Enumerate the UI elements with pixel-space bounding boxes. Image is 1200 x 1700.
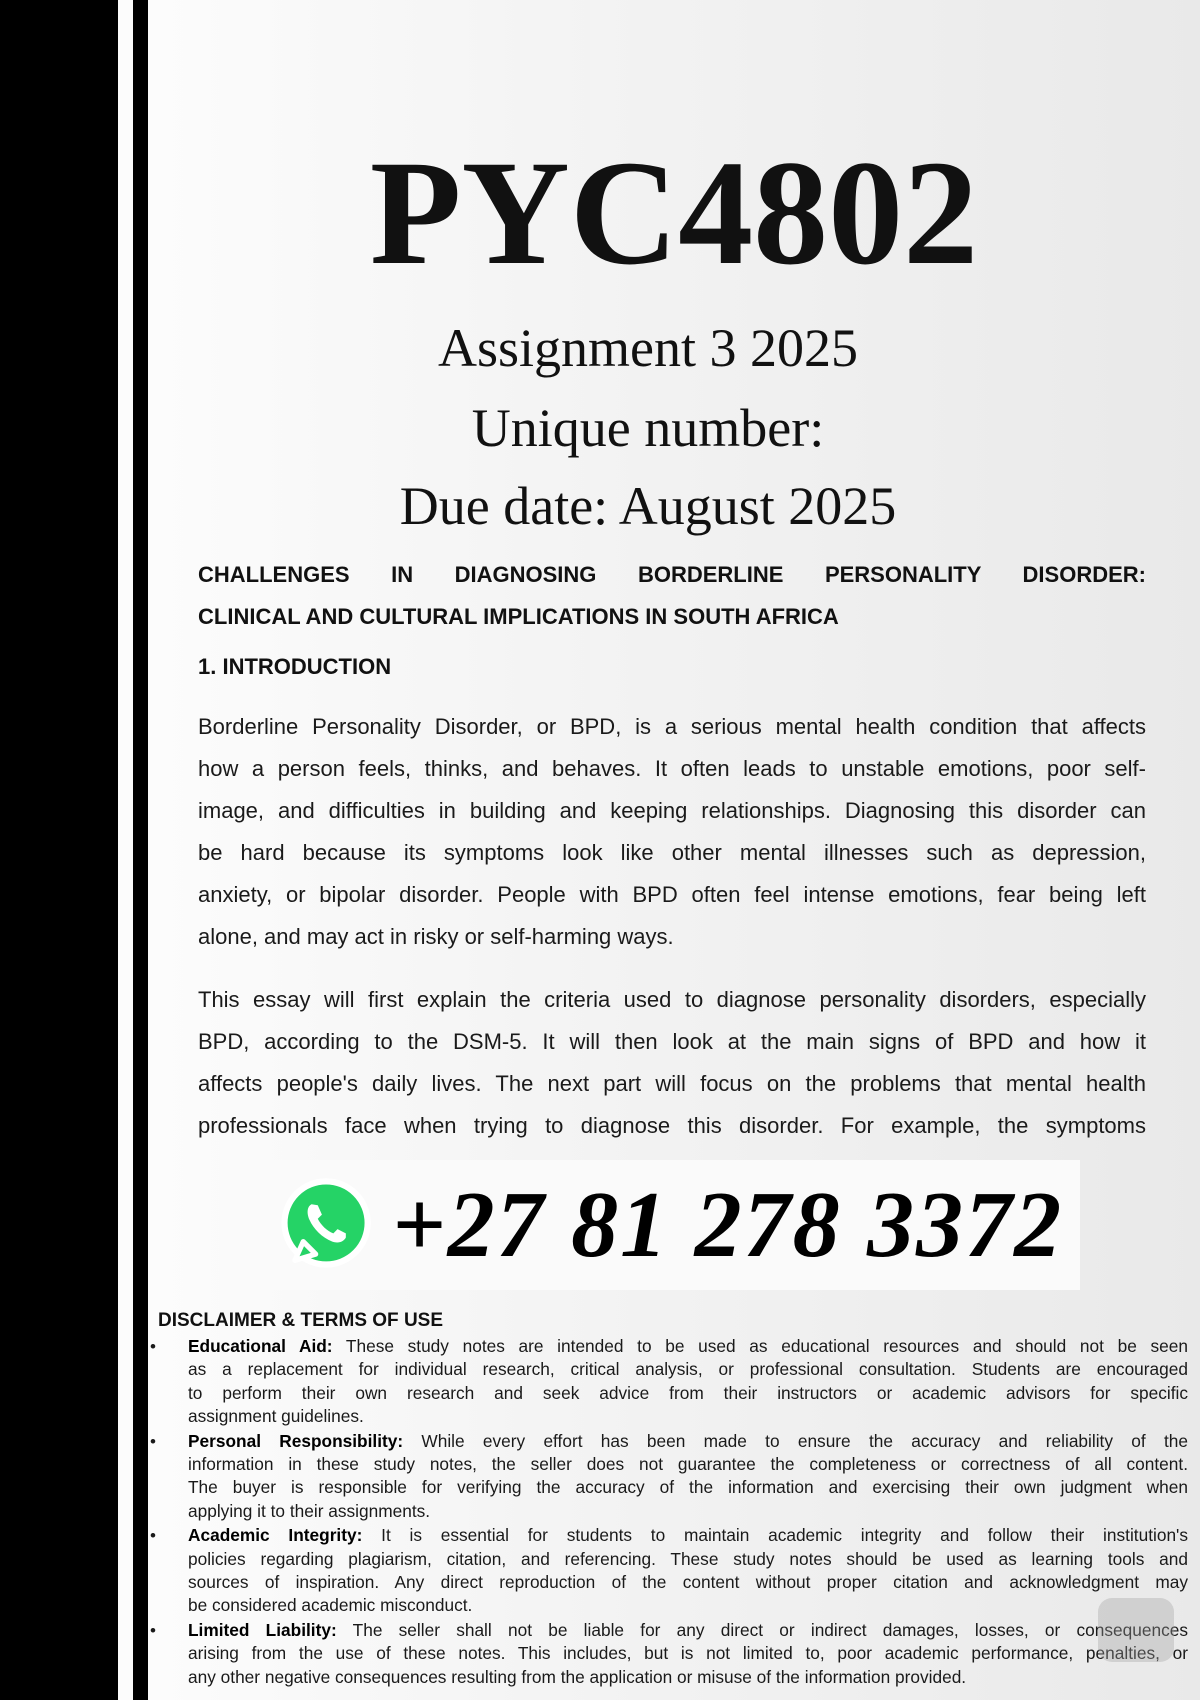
term-text: be considered academic misconduct. xyxy=(188,1595,473,1616)
disclaimer-item-educational-aid xyxy=(150,1335,1188,1429)
phone-number: +27 81 278 3372 xyxy=(392,1173,1064,1277)
term-text: information in these study notes, the seller does not guarantee the completeness or correctness of all content. xyxy=(188,1454,1188,1475)
paragraph-line: image, and difficulties in building and keeping relationships. Diagnosing this disorder can xyxy=(198,798,1146,823)
bullet-icon: • xyxy=(150,1337,156,1356)
paragraph-line: This essay will first explain the criteria used to diagnose personality disorders, especially xyxy=(198,987,1146,1012)
term-text: as a replacement for individual research, critical analysis, or professional consultation. Students are encouraged xyxy=(188,1359,1188,1380)
term-text: While every effort has been made to ensure the accuracy and reliability of the xyxy=(421,1430,1188,1451)
term-label: Personal Responsibility: xyxy=(188,1430,404,1451)
section-heading: 1. INTRODUCTION xyxy=(198,654,392,679)
term-text: assignment guidelines. xyxy=(188,1406,364,1427)
term-text: applying it to their assignments. xyxy=(188,1500,431,1521)
assignment-title: Assignment 3 2025 xyxy=(437,318,858,378)
term-text: These study notes are intended to be used as educational resources and should not be seen xyxy=(345,1336,1188,1356)
term-text: sources of inspiration. Any direct reproduction of the content without proper citation and acknowledgment may xyxy=(188,1572,1188,1593)
course-code: PYC4802 xyxy=(369,130,979,296)
paragraph-line: affects people's daily lives. The next part will focus on the problems that mental health xyxy=(198,1071,1146,1096)
whatsapp-icon xyxy=(272,1173,376,1277)
left-thin-bar xyxy=(133,0,148,1700)
disclaimer-heading: DISCLAIMER & TERMS OF USE xyxy=(158,1310,444,1331)
term-text: arising from the use of these notes. This includes, but is not limited to, poor academic performance, penalties, or xyxy=(188,1643,1188,1664)
disclaimer-item-personal-responsibility xyxy=(150,1430,1188,1524)
term-text: any other negative consequences resulting from the application or misuse of the information provided. xyxy=(188,1666,967,1687)
disclaimer-list xyxy=(150,1335,1188,1690)
term-text: The seller shall not be liable for any direct or indirect damages, losses, or consequences xyxy=(352,1619,1188,1640)
term-label: Limited Liability: xyxy=(188,1619,337,1640)
term-label: Educational Aid: xyxy=(188,1336,333,1356)
paragraph-line: how a person feels, thinks, and behaves. It often leads to unstable emotions, poor self- xyxy=(198,756,1146,781)
bullet-icon: • xyxy=(150,1526,156,1546)
term-text: It is essential for students to maintain academic integrity and follow their institution's xyxy=(381,1525,1188,1546)
scroll-button[interactable] xyxy=(1098,1598,1174,1662)
paragraph-line: professionals face when trying to diagnose this disorder. For example, the symptoms xyxy=(198,1113,1146,1138)
essay-title-line: CHALLENGES IN DIAGNOSING BORDERLINE PERSONALITY DISORDER: xyxy=(198,562,1146,587)
term-text: policies regarding plagiarism, citation, and referencing. These study notes should be used as learning tools and xyxy=(188,1548,1188,1569)
unique-number-label: Unique number: xyxy=(471,398,825,458)
disclaimer-item-limited-liability xyxy=(150,1619,1188,1689)
intro-paragraph-2 xyxy=(198,979,1146,1147)
paragraph-line: alone, and may act in risky or self-harming ways. xyxy=(198,924,674,949)
left-black-bar xyxy=(0,0,118,1700)
intro-paragraph-1 xyxy=(198,706,1146,958)
term-text: The buyer is responsible for verifying the accuracy of the information and exercising their own judgment when xyxy=(188,1477,1188,1498)
paragraph-line: BPD, according to the DSM-5. It will then look at the main signs of BPD and how it xyxy=(198,1029,1146,1054)
bullet-icon: • xyxy=(150,1431,156,1451)
term-text: to perform their own research and seek advice from their instructors or academic advisors for specific xyxy=(188,1382,1188,1403)
bullet-icon: • xyxy=(150,1620,156,1640)
term-label: Academic Integrity: xyxy=(188,1525,363,1546)
disclaimer-item-academic-integrity xyxy=(150,1524,1188,1618)
essay-title-line: CLINICAL AND CULTURAL IMPLICATIONS IN SOUTH AFRICA xyxy=(198,604,839,629)
paragraph-line: be hard because its symptoms look like other mental illnesses such as depression, xyxy=(198,840,1146,865)
contact-banner xyxy=(254,1160,1080,1290)
essay-title xyxy=(198,554,1146,638)
due-date: Due date: August 2025 xyxy=(399,476,897,536)
paragraph-line: Borderline Personality Disorder, or BPD, is a serious mental health condition that affects xyxy=(198,714,1146,739)
paragraph-line: anxiety, or bipolar disorder. People with BPD often feel intense emotions, fear being left xyxy=(198,882,1146,907)
